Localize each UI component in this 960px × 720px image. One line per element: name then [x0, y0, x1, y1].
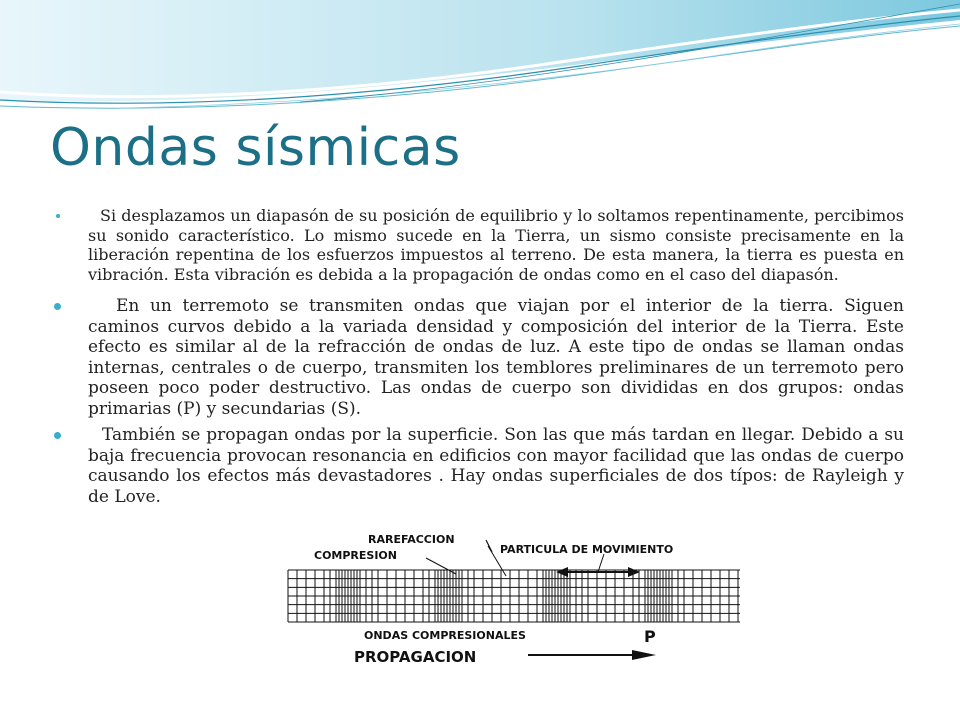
label-compresion: COMPRESION [314, 549, 397, 562]
bullet-dot-icon [56, 214, 60, 218]
bullet-text: Si desplazamos un diapasón de su posición de equilibrio y lo soltamos repentinamente, percibimos su sonido característico. Lo mismo sucede en la Tierra, un sismo consiste precisamente en la liberación repentina de los esfuerzos impuestos al terreno. De esta manera, la tierra es puesta en vibración. Esta vibración es debida a la propagación de ondas como en el caso del diapasón. [88, 206, 904, 284]
bullet-text: También se propagan ondas por la superficie. Son las que más tardan en llegar. Debido a su baja frecuencia provocan resonancia en edificios con mayor facilidad que las ondas de cuerpo causando los efectos más devastadores . Hay ondas superficiales de dos típos: de Rayleigh y de Love. [88, 425, 904, 507]
bullet-dot-icon [54, 303, 61, 310]
bullet-item [52, 206, 904, 284]
bullet-item [52, 425, 904, 507]
bullet-dot-icon [54, 432, 61, 439]
page-title: Ondas sísmicas [50, 118, 461, 178]
bullet-item [52, 296, 904, 419]
label-rarefaccion: RAREFACCION [368, 533, 455, 546]
compressional-wave-diagram [276, 532, 752, 668]
bullet-text: En un terremoto se transmiten ondas que viajan por el interior de la tierra. Siguen caminos curvos debido a la variada densidad y composición del interior de la Tierra. Este efecto es similar al de la refracción de ondas de luz. A este tipo de ondas se llaman ondas internas, centrales o de cuerpo, transmiten los temblores preliminares de un terremoto pero poseen poco poder destructivo. Las ondas de cuerpo son divididas en dos grupos: ondas primarias (P) y secundarias (S). [88, 296, 904, 419]
label-ondas-compresionales: ONDAS COMPRESIONALES [364, 629, 526, 642]
label-particula: PARTICULA DE MOVIMIENTO [500, 543, 674, 556]
label-propagacion: PROPAGACION [354, 648, 477, 666]
label-p: P [644, 627, 656, 646]
bullet-list [52, 206, 904, 507]
header-wave-decoration [0, 0, 960, 130]
